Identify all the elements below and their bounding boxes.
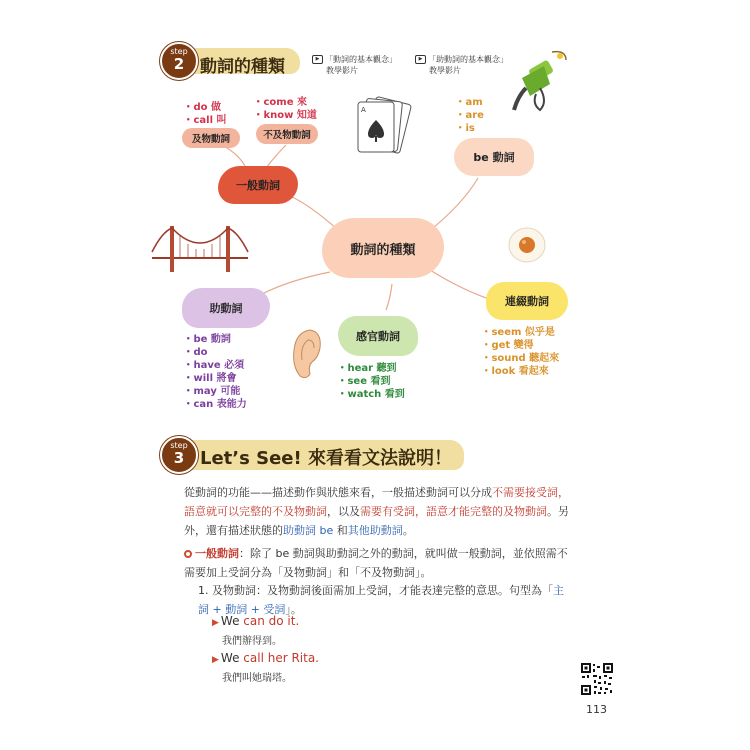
sense-verb-examples: • hear 聽到 • see 看到 • watch 看到 — [340, 362, 405, 401]
example-1: ▶ We can do it. 我們辦得到。 — [212, 614, 300, 647]
step2-badge: step 2 — [160, 42, 198, 80]
play-icon: ▶ — [415, 55, 426, 64]
example-2: ▶ We call her Rita. 我們叫她瑞塔。 — [212, 651, 319, 684]
sense-verb-node: 感官動詞 — [338, 316, 418, 356]
linking-verb-node: 連綴動詞 — [486, 282, 568, 320]
page-number: 113 — [586, 703, 607, 716]
svg-text:A: A — [361, 106, 366, 114]
triangle-bullet-icon: ▶ — [212, 618, 219, 628]
intro-paragraph: 從動詞的功能——描述動作與狀態來看，一般描述動詞可以分成不需要接受詞，語意就可以完整的不及物動詞，以及需要有受詞，語意才能完整的及物動詞。另外，還有描述狀態的助動詞 be 和其他助動詞。 — [184, 486, 569, 537]
qr-code-icon[interactable] — [580, 662, 614, 696]
transitive-examples: • do 做 • call 叫 — [186, 101, 227, 127]
play-icon: ▶ — [312, 55, 323, 64]
be-verb-node: be 動詞 — [454, 138, 534, 176]
intransitive-examples: • come 來 • know 知道 — [256, 96, 317, 122]
linking-verb-examples: • seem 似乎是 • get 變得 • sound 聽起來 • look 看起來 — [484, 326, 559, 378]
video-link-basic[interactable]: ▶ 「動詞的基本觀念」 教學影片 — [312, 54, 397, 76]
auxiliary-verb-node: 助動詞 — [182, 288, 270, 328]
transitive-item: 1. 及物動詞：及物動詞後面需加上受詞，才能表達完整的意思。句型為「主詞 + 動詞 + 受詞」。 — [198, 584, 564, 616]
step3-badge: step 3 — [160, 436, 198, 474]
intransitive-node: 不及物動詞 — [256, 124, 318, 144]
video-link-auxiliary[interactable]: ▶ 「助動詞的基本觀念」 教學影片 — [415, 54, 508, 76]
auxiliary-examples: • be 動詞 • do • have 必須 • will 將會 • may 可能 • can 表能力 — [186, 333, 247, 411]
be-verb-examples: • am • are • is — [458, 96, 484, 135]
general-verb-paragraph: 一般動詞：除了 be 動詞與助動詞之外的動詞，就叫做一般動詞，並依照需不需要加上受詞分為「及物動詞」和「不及物動詞」。 — [184, 547, 568, 579]
triangle-bullet-icon: ▶ — [212, 655, 219, 665]
center-node: 動詞的種類 — [322, 218, 444, 278]
circle-bullet-icon — [184, 550, 192, 558]
transitive-node: 及物動詞 — [182, 128, 240, 148]
step2-title: 動詞的種類 — [200, 57, 285, 77]
step3-title: Let’s See! 來看看文法說明！ — [200, 448, 452, 469]
general-verb-node: 一般動詞 — [218, 166, 298, 204]
